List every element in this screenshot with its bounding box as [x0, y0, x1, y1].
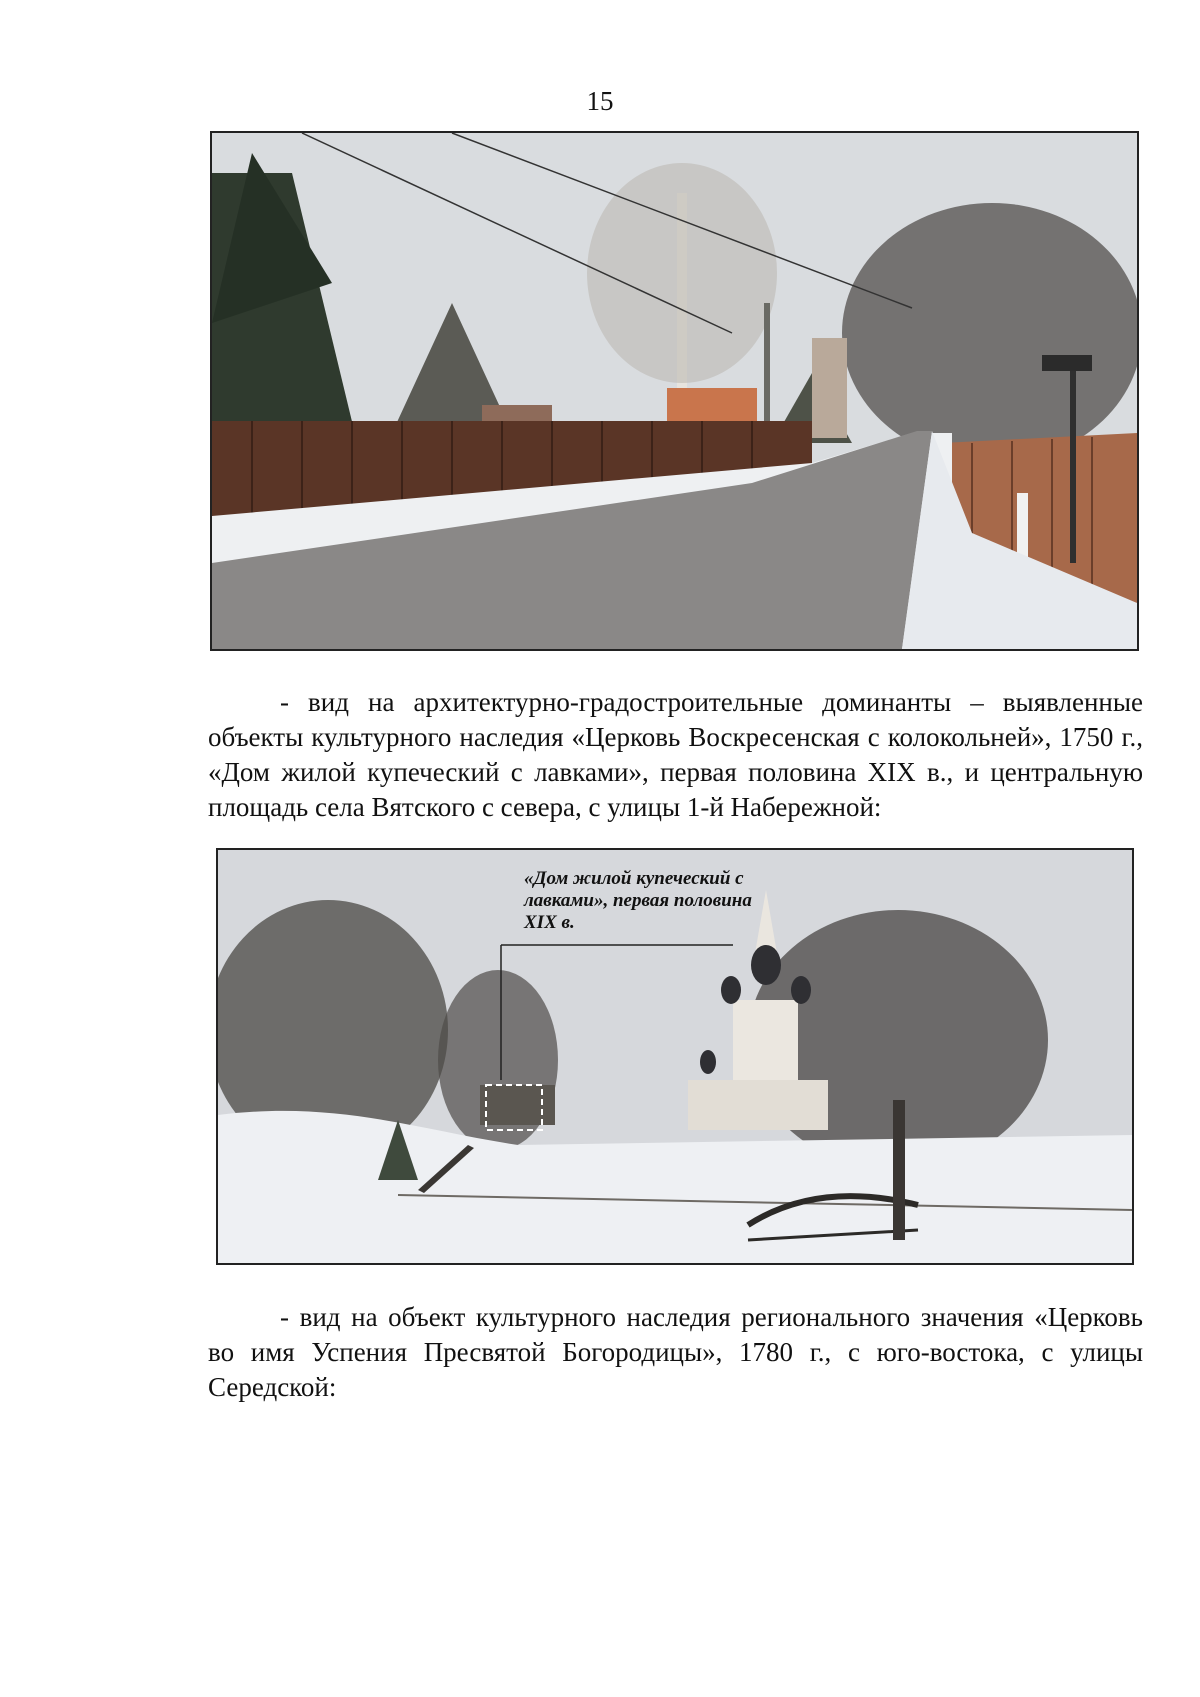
paragraph-2: - вид на объект культурного наследия регионального значения «Церковь во имя Успения Пресвятой Богородицы», 1780 г., с юго-востока, с улицы Середской: [208, 1302, 1143, 1402]
paragraph-1: - вид на архитектурно-градостроительные доминанты – выявленные объекты культурного наследия «Церковь Воскресенская с колокольней», 1750 г., «Дом жилой купеческий с лавками», первая половина XIX в., и центральную площадь села Вятского с севера, с улицы 1-й Набережной: [208, 687, 1143, 822]
church-panorama-photo [216, 848, 1134, 1265]
photo-callout-label: «Дом жилой купеческий с лавками», первая половина XIX в. [524, 868, 752, 933]
winter-street-photo [210, 131, 1139, 651]
winter-street-image [212, 133, 1137, 649]
page-number: 15 [586, 86, 614, 116]
